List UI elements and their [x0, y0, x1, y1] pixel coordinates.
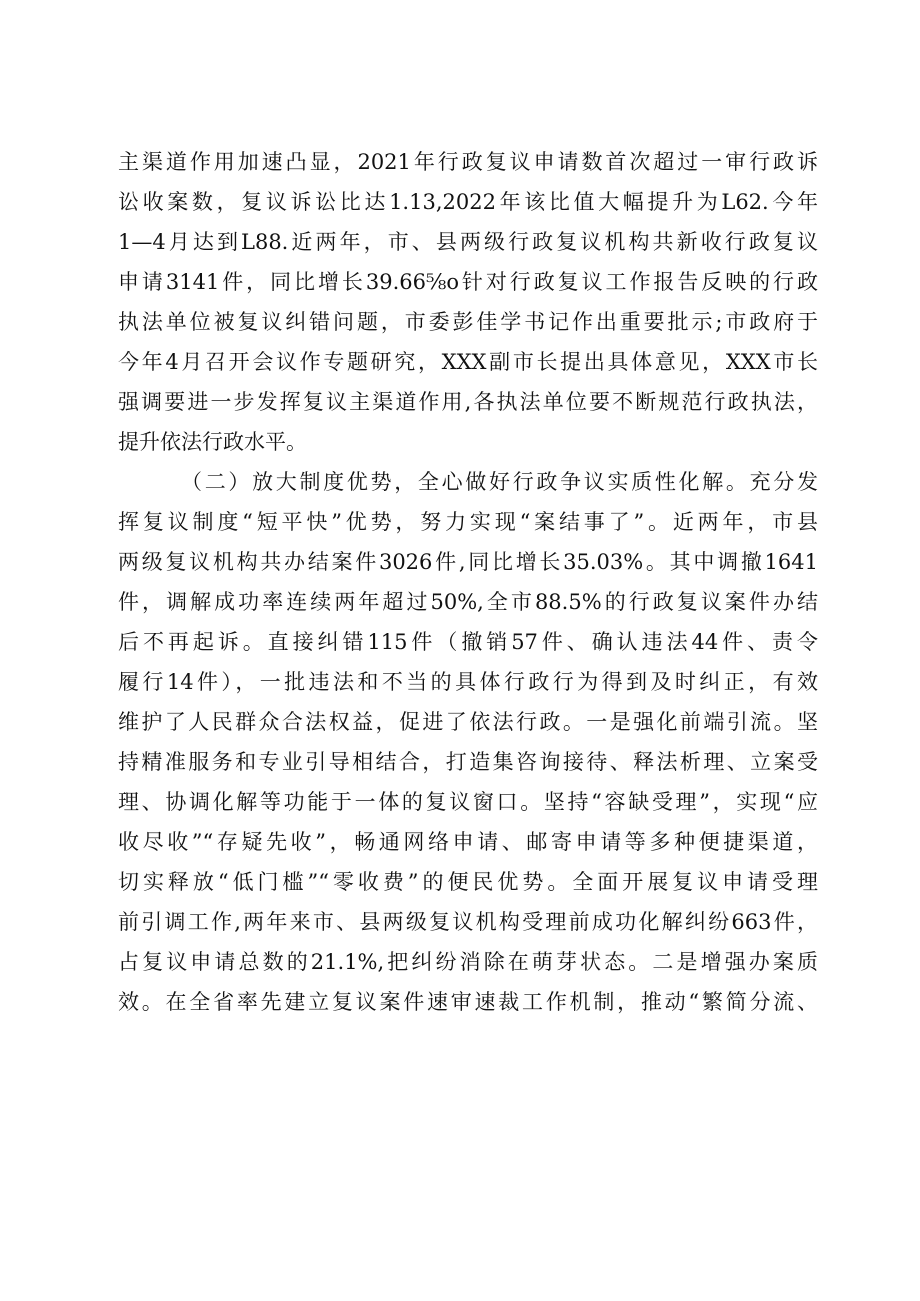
body-text: [118, 142, 818, 1022]
text-line: 持精准服务和专业引导相结合，打造集咨询接待、释法析理、立案受: [118, 750, 818, 774]
text-line: 强调要进一步发挥复议主渠道作用,各执法单位要不断规范行政执法，: [118, 390, 818, 414]
text-line: 占复议申请总数的21.1%,把纠纷消除在萌芽状态。二是增强办案质: [118, 950, 818, 974]
text-line: 执法单位被复议纠错问题，市委彭佳学书记作出重要批示;市政府于: [118, 310, 818, 334]
text-line: 效。在全省率先建立复议案件速审速裁工作机制，推动“繁简分流、: [118, 990, 818, 1014]
text-line: 件，调解成功率连续两年超过50%,全市88.5%的行政复议案件办结: [118, 590, 818, 614]
text-line: （二）放大制度优势，全心做好行政争议实质性化解。充分发: [181, 470, 818, 494]
paragraph-1: [118, 142, 818, 462]
text-line: 讼收案数，复议诉讼比达1.13,2022年该比值大幅提升为L62.今年: [118, 190, 818, 214]
text-line: 1—4月达到L88.近两年，市、县两级行政复议机构共新收行政复议: [118, 230, 818, 254]
paragraph-2: [118, 462, 818, 1022]
text-line: 申请3141件，同比增长39.66⅝o针对行政复议工作报告反映的行政: [118, 270, 818, 294]
text-line: 今年4月召开会议作专题研究，XXX副市长提出具体意见，XXX市长: [118, 350, 818, 374]
text-line: 后不再起诉。直接纠错115件（撤销57件、确认违法44件、责令: [118, 630, 818, 654]
text-line: 提升依法行政水平。: [118, 430, 307, 454]
text-line: 主渠道作用加速凸显，2021年行政复议申请数首次超过一审行政诉: [118, 150, 818, 174]
text-line: 理、协调化解等功能于一体的复议窗口。坚持“容缺受理”，实现“应: [118, 790, 818, 814]
text-line: 前引调工作,两年来市、县两级复议机构受理前成功化解纠纷663件，: [118, 910, 818, 934]
text-line: 挥复议制度“短平快”优势，努力实现“案结事了”。近两年，市县: [118, 510, 818, 534]
text-line: 收尽收”“存疑先收”，畅通网络申请、邮寄申请等多种便捷渠道，: [118, 830, 818, 854]
text-line: 履行14件），一批违法和不当的具体行政行为得到及时纠正，有效: [118, 670, 818, 694]
text-line: 两级复议机构共办结案件3026件,同比增长35.03%。其中调撤1641: [118, 550, 818, 574]
text-line: 维护了人民群众合法权益，促进了依法行政。一是强化前端引流。坚: [118, 710, 818, 734]
text-line: 切实释放“低门槛”“零收费”的便民优势。全面开展复议申请受理: [118, 870, 818, 894]
